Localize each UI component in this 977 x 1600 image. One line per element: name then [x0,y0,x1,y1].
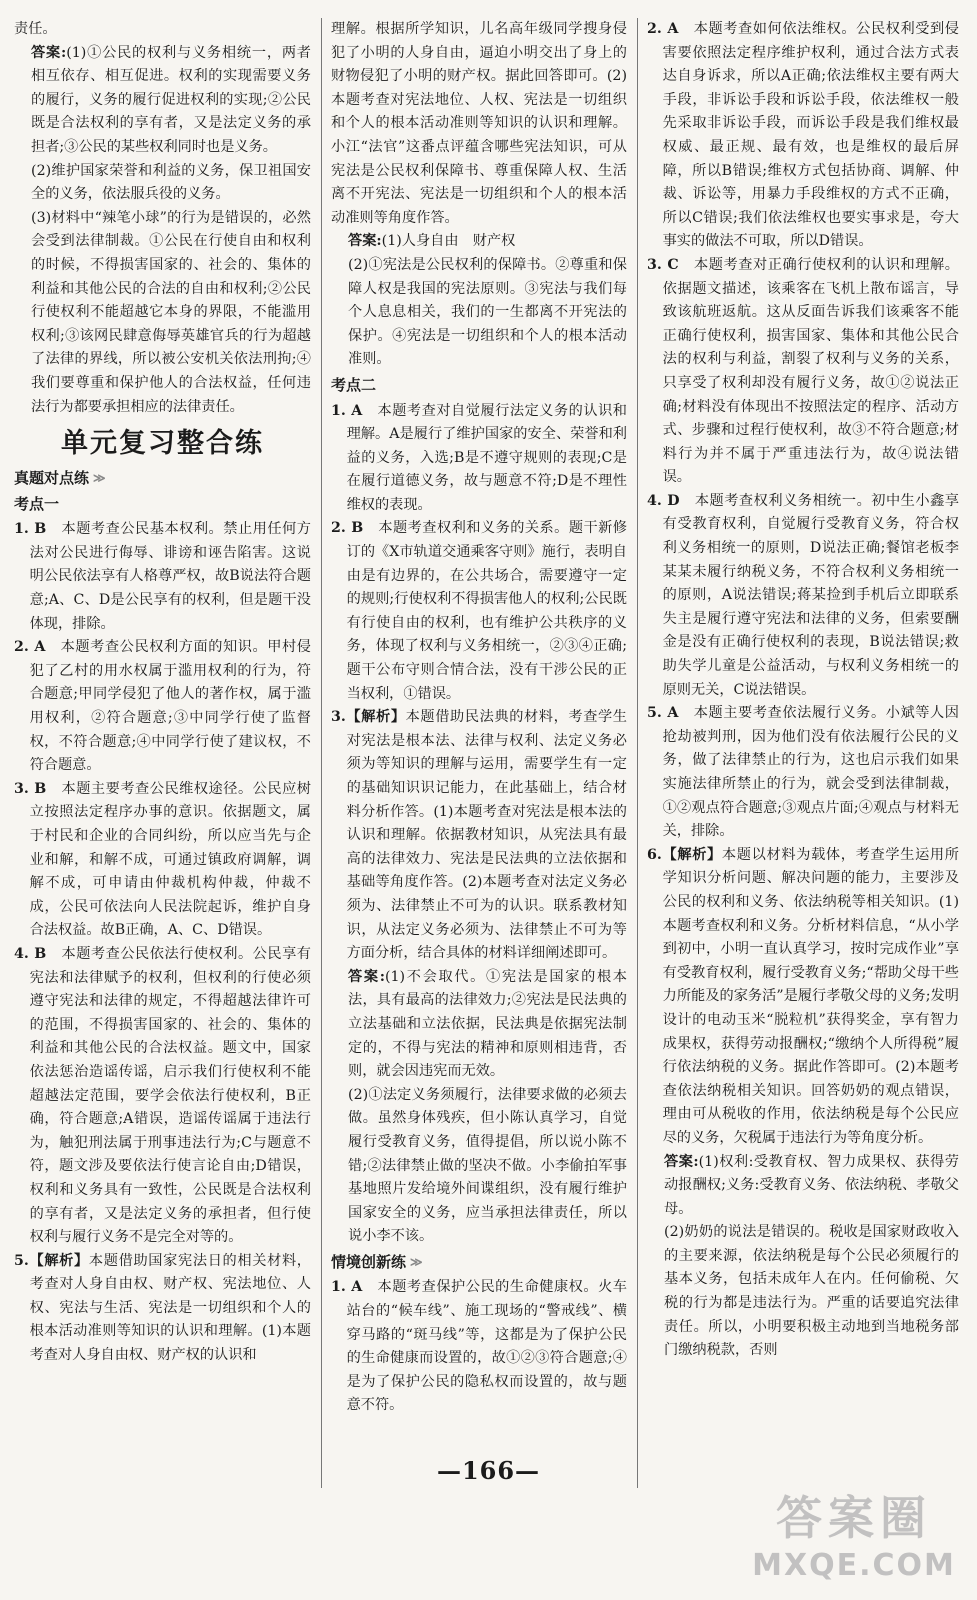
topic-label: 考点一 [14,494,60,513]
paragraph: 责任。 [14,21,57,37]
question-answer: 5.【解析】本题借助国家宪法日的相关材料，考查对人身自由权、财产权、宪法地位、人权、宪法与生活、宪法是一切组织和个人的根本活动准则等知识的认识和理解。(1)本题考查对人身自由权、财产权的认识和 [14,1252,311,1364]
page-number: —166— [436,1456,541,1485]
unit-review-heading: 单元复习整合练 [61,428,264,460]
question-answer: 1. A 本题考查保护公民的生命健康权。火车站台的“候车线”、施工现场的“警戒线”、横穿马路的“斑马线”等，这都是为了保护公民的生命健康而设置的，故①②③符合题意;④是为了保护公民的隐私权而设置的，故与题意不符。 [331,1279,627,1414]
section-title: 情境创新练 ≫ [331,1251,627,1275]
answer-paragraph: 答案:(1)①公民的权利与义务相统一，两者相互依存、相互促进。权利的实现需要义务的履行，义务的履行促进权利的实现;②公民既是合法权利的享有者，又是法定义务的承担者;③公民的某些权利同时也是义务。 [31,44,311,155]
question-answer: 2. A 本题考查公民权利方面的知识。甲村侵犯了乙村的用水权属于滥用权利的行为，符合题意;甲同学侵犯了他人的著作权，属于滥用权利，②符合题意;③中同学行使了监督权，不符合题意;④中同学行使了建议权，不符合题意。 [14,639,311,774]
answer-paragraph: 答案:(1)权利:受教育权、智力成果权、获得劳动报酬权;义务:受教育义务、依法纳税、孝敬父母。 [664,1153,959,1217]
column-divider [321,18,322,1488]
watermark-text: 答案圈 [776,1491,932,1545]
paragraph: 理解。根据所学知识，儿名高年级同学搜身侵犯了小明的人身自由，逼迫小明交出了身上的财物侵犯了小明的财产权。据此回答即可。(2)本题考查对宪法地位、人权、宪法是一切组织和个人的根本活动准则等知识的认识和理解。小江“法官”这番点评蕴含哪些宪法知识，可从宪法是公民权利保障书、尊重保障人权、生活离不开宪法、宪法是一切组织和个人的根本活动准则等角度作答。 [331,21,627,226]
answer-label: 答案: [664,1153,699,1170]
answer-label: 答案: [31,44,67,61]
answer-paragraph: (2)奶奶的说法是错误的。税收是国家财政收入的主要来源，依法纳税是每个公民必须履行的基本义务，包括未成年人在内。任何偷税、欠税的行为都是违法行为。严重的话要追究法律责任。所以，小明要积极主动地到当地税务部门缴纳税款，否则 [664,1224,959,1359]
question-answer: 6.【解析】本题以材料为载体，考查学生运用所学知识分析问题、解决问题的能力，主要涉及公民的权利和义务、依法纳税等相关知识。(1)本题考查权利和义务。分析材料信息，“从小学到初中，小明一直认真学习，按时完成作业”享有受教育权利，履行受教育义务;“帮助父母干些力所能及的家务活”是履行孝敬父母的义务;发明设计的电动玉米“脱粒机”获得奖金，享有智力成果权，获得劳动报酬权;“缴纳个人所得税”履行依法纳税的义务。据此作答即可。(2)本题考查依法纳税相关知识。回答奶奶的观点错误，理由可从税收的作用，依法纳税是每个公民应尽的义务，欠税属于违法行为等角度分析。 [647,846,959,1146]
double-chevron-icon: ≫ [93,471,106,486]
double-chevron-icon: ≫ [410,1254,423,1269]
question-answer: 4. D 本题考查权利义务相统一。初中生小鑫享有受教育权利，自觉履行受教育义务，符合权利义务相统一的原则，D说法正确;餐馆老板李某某未履行纳税义务，不符合权利义务相统一的原则，A说法错误;蒋某捡到手机后立即联系失主是履行遵守宪法和法律的义务，但索要酬金是没有正确行使权利的表现，B说法错误;救助失学儿童是公益活动，与权利义务相统一的原则无关，C说法错误。 [647,492,959,698]
column-right [647,18,959,1488]
question-answer: 2. B 本题考查权利和义务的关系。题干新修订的《X市轨道交通乘客守则》施行，表明自由是有边界的，在公共场合，需要遵守一定的规则;行使权利不得损害他人的权利;公民既有行使自由的权利，也有维护公共秩序的义务，体现了权利与义务相统一，②③④正确;题干公布守则合情合法，没有干涉公民的正当权利，①错误。 [331,520,627,702]
answer-paragraph: (2)①宪法是公民权利的保障书。②尊重和保障人权是我国的宪法原则。③宪法与我们每个人息息相关，我们的一生都离不开宪法的保护。④宪法是一切组织和个人的根本活动准则。 [348,256,627,368]
answer-paragraph: (3)材料中“辣笔小球”的行为是错误的，必然会受到法律制裁。①公民在行使自由和权利的时候，不得损害国家的、社会的、集体的利益和其他公民的合法的自由和权利;②公民行使权利不能超越它本身的界限，不能滥用权利;③该网民肆意侮辱英雄官兵的行为超越了法律的界线，所以被公安机关依法刑拘;④我们要尊重和保护他人的合法权益，任何违法行为都要承担相应的法律责任。 [31,209,311,415]
question-answer: 4. B 本题考查公民依法行使权利。公民享有宪法和法律赋予的权利，但权利的行使必须遵守宪法和法律的规定，不得超越法律许可的范围，不得损害国家的、社会的、集体的利益和其他公民的合法权益。题文中，国家依法惩治造谣传谣，启示我们行使权利不能超越法定范围，要学会依法行使权利，B正确，符合题意;A错误，造谣传谣属于违法行为，触犯刑法属于刑事违法行为;C与题意不符，题文涉及要依法行使言论自由;D错误，权利和义务具有一致性，公民既是合法权利的享有者，又是法定义务的承担者，但行使权利与履行义务不是完全对等的。 [14,945,311,1246]
question-answer: 1. A 本题考查对自觉履行法定义务的认识和理解。A是履行了维护国家的安全、荣誉和利益的义务，入选;B是不遵守规则的表现;C是在履行道德义务，故与题意不符;D是不理性维权的表现。 [331,402,627,513]
section-title: 真题对点练 ≫ [14,467,311,491]
answer-paragraph: (2)①法定义务须履行，法律要求做的必须去做。虽然身体残疾，但小陈认真学习，自觉履行受教育义务，值得提倡，所以说小陈不错;②法律禁止做的坚决不做。小李偷拍军事基地照片发给境外间谍组织，没有履行维护国家安全的义务，应当承担法律责任，所以说小李不该。 [348,1086,627,1245]
question-answer: 2. A 本题考查如何依法维权。公民权利受到侵害要依照法定程序维护权利，通过合法方式表达自身诉求，所以A正确;依法维权主要有两大手段，非诉讼手段和诉讼手段，依法维权一般先采取非诉讼手段，而诉讼手段是我们维权最权威、最正规、最有效，也是维权的最后屏障，所以B错误;维权方式包括协商、调解、仲裁、诉讼等，用暴力手段维权的方式不正确，所以C错误;我们依法维权也要实事求是，夸大事实的做法不可取，所以D错误。 [647,21,959,250]
question-answer: 5. A 本题主要考查依法履行义务。小斌等人因抢劫被判刑，因为他们没有依法履行公民的义务，做了法律禁止的行为，这也启示我们如果实施法律所禁止的行为，就会受到法律制裁，①②观点符合题意;③观点片面;④观点与材料无关，排除。 [647,705,959,840]
watermark-logo [749,1488,959,1592]
topic-label: 考点二 [331,375,377,394]
column-divider [637,18,638,1488]
answer-paragraph: 答案:(1)不会取代。①宪法是国家的根本法，具有最高的法律效力;②宪法是民法典的立法基础和立法依据，民法典是依据宪法制定的，不得与宪法的精神和原则相违背，否则，就会因违宪而无效。 [348,968,627,1080]
watermark-url: MXQE.COM [752,1548,956,1583]
question-answer: 1. B 本题考查公民基本权利。禁止用任何方法对公民进行侮辱、诽谤和诬告陷害。这说明公民依法享有人格尊严权，故B说法符合题意;A、C、D是公民享有的权利，但是题干没体现，排除。 [14,521,311,632]
answer-label: 答案: [348,968,385,985]
column-middle [331,18,627,1488]
question-answer: 3. C 本题考查对正确行使权利的认识和理解。依据题文描述，该乘客在飞机上散布谣言，导致该航班返航。这从反面告诉我们该乘客不能正确行使权利，损害国家、集体和其他公民合法的权利与利益，割裂了权利与义务的关系，只享受了权利却没有履行义务，故①②说法正确;材料没有体现出不按照法定的程序、活动方式、步骤和过程行使权利，故③不符合题意;材料行为并不属于严重违法行为，故④说法错误。 [647,256,959,486]
column-left [14,18,311,1488]
answer-label: 答案: [348,233,382,250]
question-answer: 3.【解析】本题借助民法典的材料，考查学生对宪法是根本法、法律与权利、法定义务必须为等知识的理解与运用，需要学生有一定的基础知识识记能力，在此基础上，结合材料分析作答。(1)本题考查对宪法是根本法的认识和理解。依据教材知识，从宪法具有最高的法律效力、宪法是民法典的立法依据和基础等角度作答。(2)本题考查对法定义务必须为、法律禁止不可为的认识。联系教材知识，从法定义务必须为、法律禁止不可为等方面分析，结合具体的材料详细阐述即可。 [331,709,627,962]
question-answer: 3. B 本题主要考查公民维权途径。公民应树立按照法定程序办事的意识。依据题文，属于村民和企业的合同纠纷，所以应当先与企业和解，和解不成，可通过镇政府调解，调解不成，可申请由仲裁机构仲裁，仲裁不成，公民可依法向人民法院起诉，维护自身合法权益。故B正确，A、C、D错误。 [14,780,311,939]
answer-paragraph: (2)维护国家荣誉和利益的义务，保卫祖国安全的义务，依法服兵役的义务。 [31,162,311,203]
answer-paragraph: 答案:(1)人身自由 财产权 [348,233,516,250]
